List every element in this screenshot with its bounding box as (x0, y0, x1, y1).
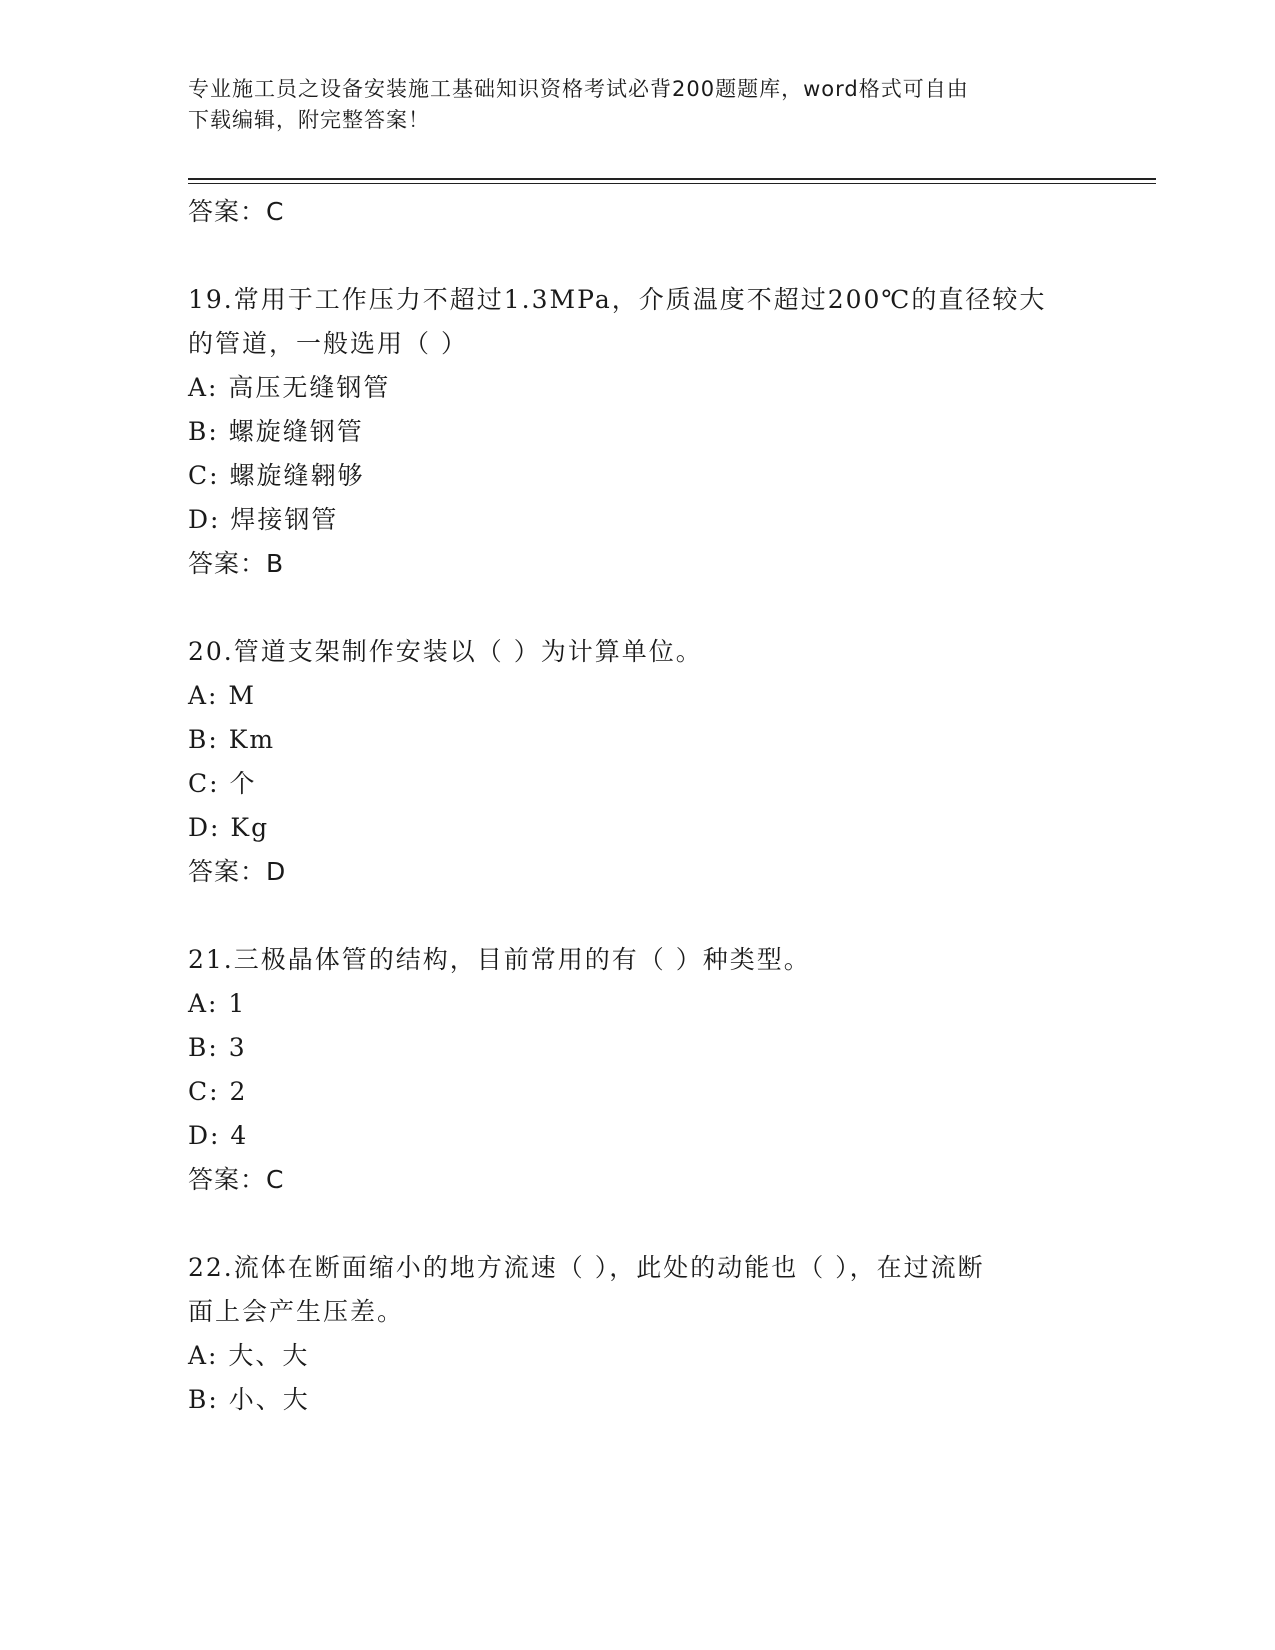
answer: 答案：B (188, 549, 285, 578)
answer: 答案：D (188, 857, 287, 886)
option-a: A: 1 (188, 989, 247, 1018)
option-d: D: 焊接钢管 (188, 505, 339, 534)
question-21 (188, 938, 1128, 1202)
document-header (188, 74, 1088, 136)
question-19 (188, 278, 1128, 586)
option-b: B: Km (188, 725, 276, 754)
option-b: B: 螺旋缝钢管 (188, 417, 364, 446)
header-line-2: 下载编辑，附完整答案！ (188, 108, 430, 132)
question-text: 21.三极晶体管的结构，目前常用的有（ ）种类型。 (188, 945, 811, 974)
question-20 (188, 630, 1128, 894)
header-divider-thin (188, 183, 1156, 184)
question-text-cont: 的管道，一般选用（ ） (188, 329, 468, 358)
option-b: B: 3 (188, 1033, 247, 1062)
option-a: A: M (188, 681, 257, 710)
option-a: A: 高压无缝钢管 (188, 373, 391, 402)
header-divider-thick (188, 178, 1156, 180)
option-d: D: 4 (188, 1121, 249, 1150)
question-text: 20.管道支架制作安装以（ ）为计算单位。 (188, 637, 703, 666)
option-d: D: Kg (188, 813, 270, 842)
question-text: 19.常用于工作压力不超过1.3MPa，介质温度不超过200℃的直径较大 (188, 285, 1047, 314)
option-c: C: 个 (188, 769, 257, 798)
previous-answer: 答案：C (188, 197, 285, 226)
question-text: 22.流体在断面缩小的地方流速（ ），此处的动能也（ ），在过流断 (188, 1253, 985, 1282)
option-c: C: 螺旋缝翱够 (188, 461, 365, 490)
option-c: C: 2 (188, 1077, 248, 1106)
answer: 答案：C (188, 1165, 285, 1194)
header-line-1: 专业施工员之设备安装施工基础知识资格考试必背200题题库，word格式可自由 (188, 77, 969, 101)
question-22 (188, 1246, 1128, 1422)
question-list (188, 190, 1128, 1422)
question-text-cont: 面上会产生压差。 (188, 1297, 405, 1326)
option-b: B: 小、大 (188, 1385, 310, 1414)
option-a: A: 大、大 (188, 1341, 310, 1370)
